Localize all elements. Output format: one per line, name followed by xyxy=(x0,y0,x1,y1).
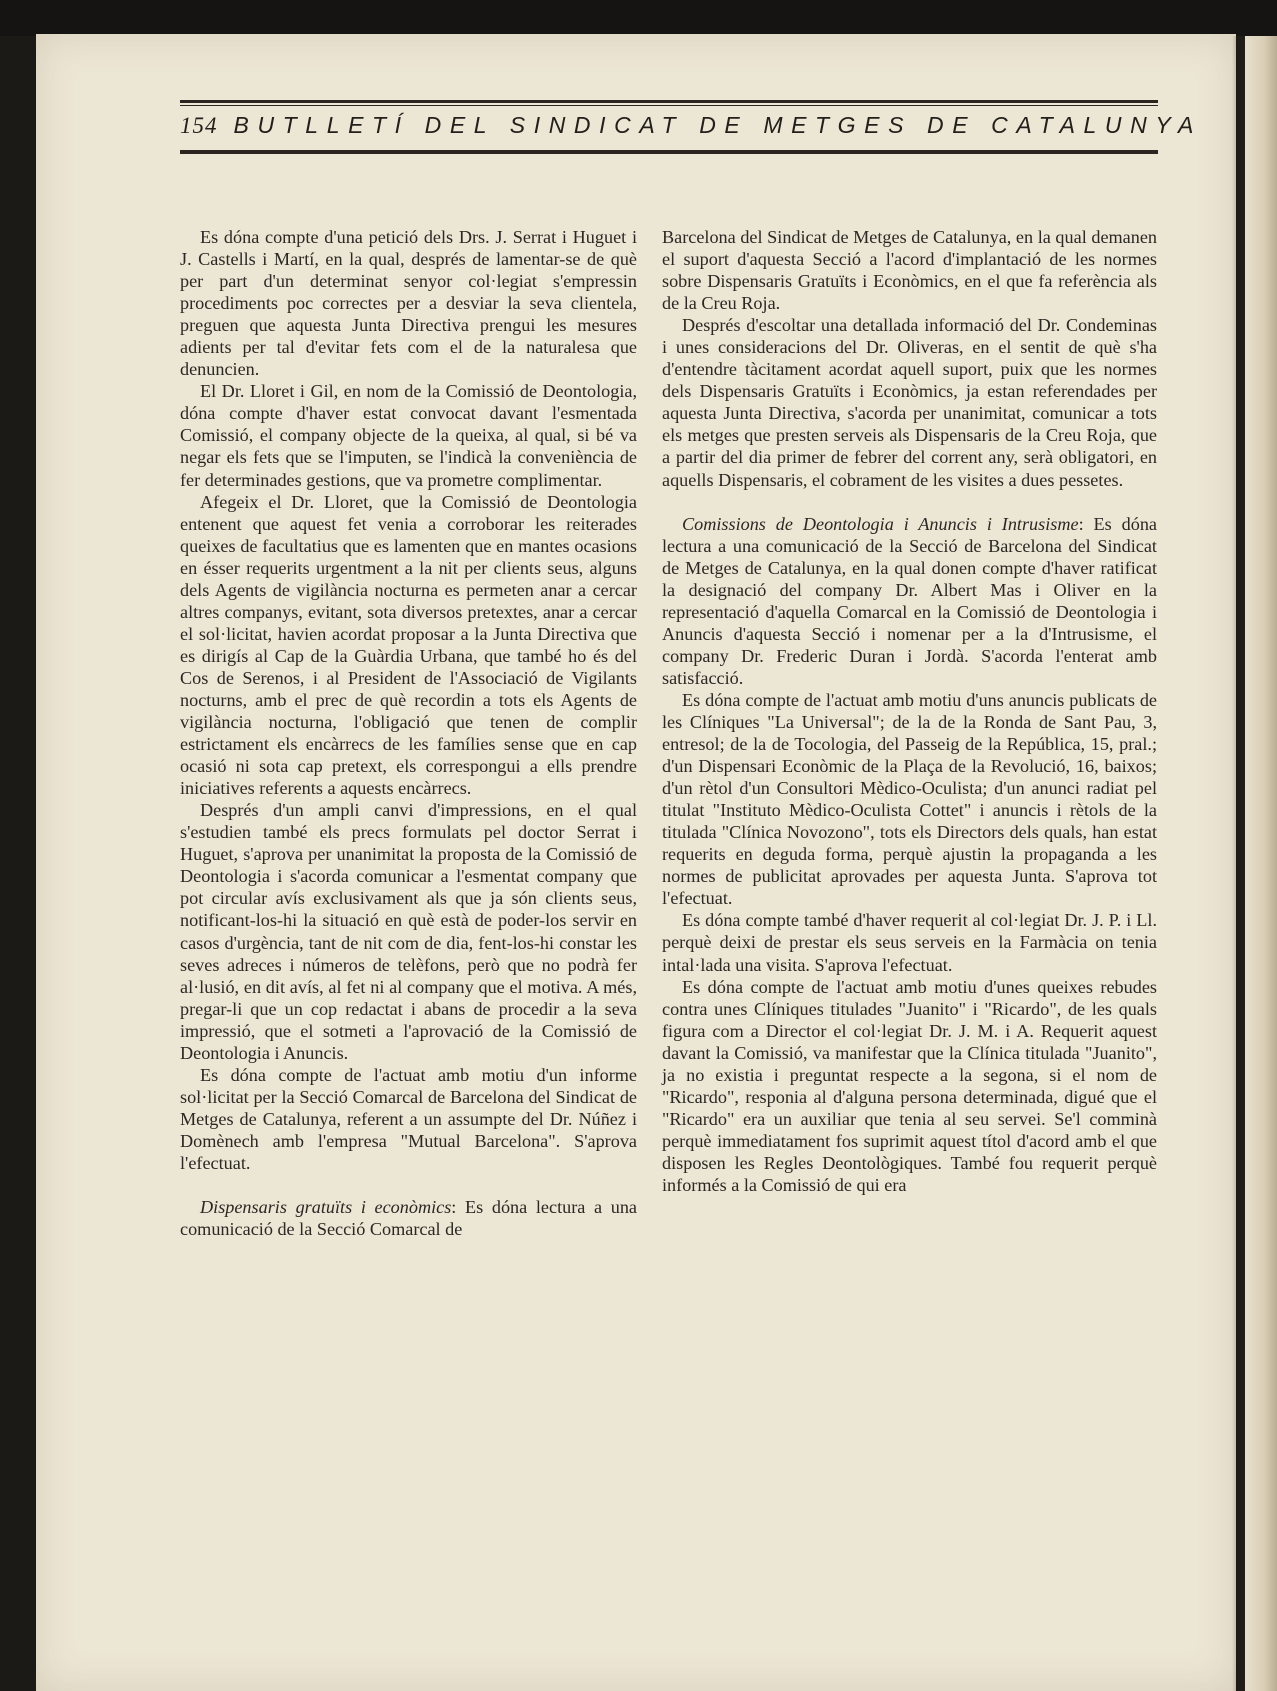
paragraph: El Dr. Lloret i Gil, en nom de la Comissió de Deontologia, dóna compte d'haver estat convocat davant l'esmentada Comissió, el company objecte de la queixa, al qual, si bé va negar els fets que se l'imputen, se l'indicà la conveniència de fer determinades gestions, que va prometre complimentar. xyxy=(180,381,637,490)
paragraph: Després d'escoltar una detallada informació del Dr. Condeminas i unes consideracions del Dr. Oliveras, en el sentit de què s'ha d'entendre tàcitament acordat aquell suport, puix que les normes dels Dispensaris Gratuïts i Econòmics, ja estan referendades per aquesta Junta Directiva, s'acorda per unanimitat, comunicar a tots els metges que presten serveis als Dispensaris de la Creu Roja, que a partir del dia primer de febrer del corrent any, serà obligatori, en aquells Dispensaris, el cobrament de les visites a dues pessetes. xyxy=(662,315,1157,490)
page-number: 154 xyxy=(180,113,218,138)
next-page-edge xyxy=(1245,36,1277,1691)
section-heading: Comissions de Deontologia i Anuncis i Intrusisme xyxy=(682,513,1079,534)
paragraph xyxy=(662,513,1157,689)
page-gutter-shadow xyxy=(1232,36,1246,1691)
paragraph: Barcelona del Sindicat de Metges de Catalunya, en la qual demanen el suport d'aquesta Secció a l'acord d'implantació de les normes sobre Dispensaris Gratuïts i Econòmics, en el que fa referència als de la Creu Roja. xyxy=(662,227,1157,314)
paragraph: Afegeix el Dr. Lloret, que la Comissió de Deontologia entenent que aquest fet venia a corroborar les reiterades queixes de facultatius que es lamenten que en mantes ocasions en ésser requerits urgentment a la nit per clients seus, alguns dels Agents de vigilància nocturna es permeten anar a cercar altres companys, evitant, sota diversos pretextes, anar a cercar el sol·licitat, havien acordat proposar a la Junta Directiva que es dirigís al Cap de la Guàrdia Urbana, que també ho és del Cos de Serenos, i al President de l'Associació de Vigilants nocturns, amb el prec de què recordin a tots els Agents de vigilància nocturna, l'obligació que tenen de complir estrictament els encàrrecs de les famílies sense que en cap ocasió ni sota cap pretext, els correspongui a ells prendre iniciatives referents a aquests encàrrecs. xyxy=(180,491,637,799)
paragraph: Es dóna compte de l'actuat amb motiu d'unes queixes rebudes contra unes Clíniques titulades "Juanito" i "Ricardo", de les quals figura com a Director el col·legiat Dr. J. M. i A. Requerit aquest davant la Comissió, va manifestar que la Clínica titulada "Juanito", ja no existia i preguntat respecte a la segona, si el nom de "Ricardo", responia al d'alguna persona determinada, digué que el "Ricardo" era un auxiliar que tenia al seu servei. Se'l comminà perquè immediatament fos suprimit aquest títol d'acord amb el que disposen les Regles Deontològiques. També fou requerit perquè informés a la Comissió de qui era xyxy=(662,976,1157,1195)
paragraph: Es dóna compte de l'actuat amb motiu d'uns anuncis publicats de les Clíniques "La Universal"; de la de la Ronda de Sant Pau, 3, entresol; de la de Tocologia, del Passeig de la República, 15, pral.; d'un Dispensari Econòmic de la Plaça de la Revolució, 16, baixos; d'un rètol d'un Consultori Mèdico-Oculista; d'un anunci radiat pel titulat "Instituto Mèdico-Oculista Cottet" i anuncis i rètols de la titulada "Clínica Novozono", tots els Directors dels quals, han estat requerits en deguda forma, perquè ajustin la propaganda a les normes de publicitat aprovades per aquesta Junta. S'aprova tot l'efectuat. xyxy=(662,689,1157,909)
left-column xyxy=(180,226,637,1240)
header-bottom-rule xyxy=(180,151,1158,154)
header-top-rule-thin xyxy=(180,105,1158,106)
paragraph: Es dóna compte de l'actuat amb motiu d'un informe sol·licitat per la Secció Comarcal de Barcelona del Sindicat de Metges de Catalunya, referent a un assumpte del Dr. Núñez i Domènech amb l'empresa "Mutual Barcelona". S'aprova l'efectuat. xyxy=(180,1064,637,1173)
right-column xyxy=(662,226,1157,1196)
paragraph-text: : Es dóna lectura a una comunicació de la Secció Comarcal de xyxy=(180,1197,637,1240)
running-title: BUTLLETÍ DEL SINDICAT DE METGES DE CATALUNYA xyxy=(233,112,1202,138)
paragraph: Després d'un ampli canvi d'impressions, en el qual s'estudien també els precs formulats pel doctor Serrat i Huguet, s'aprova per unanimitat la proposta de la Comissió de Deontologia i s'acorda comunicar a l'esmentat company que pot circular avís exclusivament als que ja són clients seus, notificant-los-hi la situació en què està de poder-los servir en casos d'urgència, tant de nit com de dia, fent-los-hi constar les seves adreces i números de telèfons, però que no podrà fer al·lusió, en dit avís, al fet ni al company que el motiva. A més, pregar-li que un cop redactat i abans de procedir a la seva impressió, que el sotmeti a l'aprovació de la Comissió de Deontologia i Anuncis. xyxy=(180,800,637,1063)
scan-background-top xyxy=(0,0,1277,36)
running-header xyxy=(180,100,1202,154)
paragraph: Es dóna compte també d'haver requerit al col·legiat Dr. J. P. i Ll. perquè deixi de prestar els seus serveis en la Farmàcia on tenia intal·lada una visita. S'aprova l'efectuat. xyxy=(662,910,1157,975)
paragraph xyxy=(180,1196,637,1240)
paragraph: Es dóna compte d'una petició dels Drs. J. Serrat i Huguet i J. Castells i Martí, en la qual, després de lamentar-se de què per part d'un determinat senyor col·legiat s'empressin procediments poc correctes per a desviar la seva clientela, preguen que aquesta Junta Directiva prengui les mesures adients per tal d'evitar fets com el de la naturalesa que denuncien. xyxy=(180,227,637,380)
section-heading: Dispensaris gratuïts i econòmics xyxy=(200,1197,452,1218)
paragraph-text: : Es dóna lectura a una comunicació de la Secció de Barcelona del Sindicat de Metges de Catalunya, en la qual donen compte d'haver ratificat la designació del company Dr. Albert Mas i Oliver en la representació d'aquella Comarcal en la Comissió de Deontologia i Anuncis d'aquesta Secció i nomenar per a la d'Intrusisme, el company Dr. Frederic Duran i Jordà. S'acorda l'enterat amb satisfacció. xyxy=(662,513,1157,688)
header-line xyxy=(180,112,1202,148)
header-top-rule xyxy=(180,100,1158,103)
